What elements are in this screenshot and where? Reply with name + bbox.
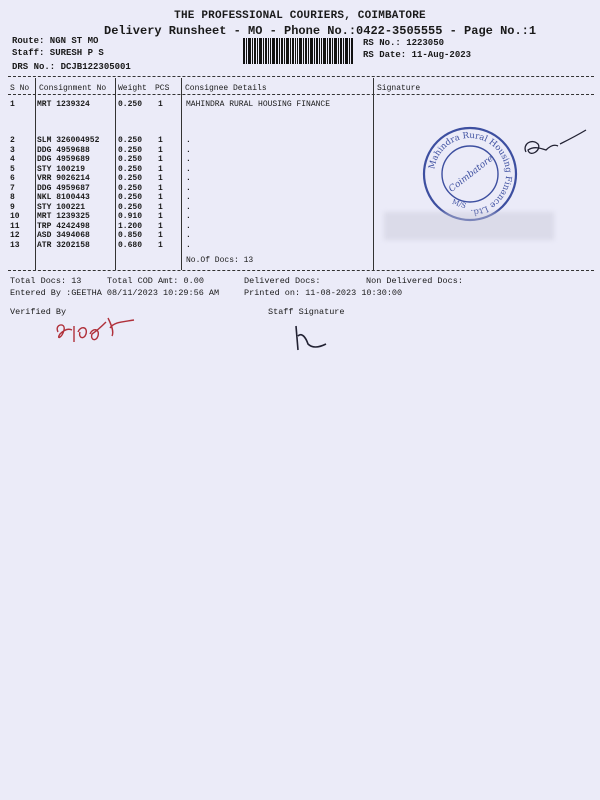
row-consignment-no: TRP 4242498 (37, 221, 90, 231)
non-delivered-docs: Non Delivered Docs: (366, 276, 463, 286)
row-pcs: 1 (158, 174, 163, 183)
row-pcs: 1 (158, 164, 163, 174)
row-consignment-no: MRT 1239325 (37, 212, 90, 221)
row-pcs: 1 (158, 212, 163, 221)
row-sno: 5 (10, 164, 15, 174)
col-header-signature: Signature (377, 84, 421, 93)
row-consignee: . (186, 202, 191, 212)
row-weight: 0.250 (118, 174, 143, 183)
row-weight: 0.250 (118, 136, 143, 145)
row-consignee: . (186, 240, 191, 250)
receiver-signature (520, 126, 590, 166)
row-sno: 13 (10, 240, 20, 250)
table-header-rule (8, 94, 594, 95)
row-pcs: 1 (158, 193, 163, 202)
col-header-weight: Weight (118, 84, 147, 93)
col-divider (181, 78, 182, 270)
staff-label: Staff: SURESH P S (12, 48, 104, 58)
drs-number: DRS No.: DCJB122305001 (12, 62, 131, 72)
row-weight: 0.250 (118, 183, 143, 193)
row-consignee: . (186, 145, 191, 155)
row-pcs: 1 (158, 145, 163, 155)
stamp-bottom-text: M/S (450, 197, 468, 211)
row-pcs: 1 (158, 183, 163, 193)
row-sno: 2 (10, 136, 15, 145)
row-consignee: . (186, 174, 191, 183)
row-pcs: 1 (158, 221, 163, 231)
col-divider (35, 78, 36, 270)
row-sno: 6 (10, 174, 15, 183)
verifier-signature (52, 312, 142, 348)
row-consignee: MAHINDRA RURAL HOUSING FINANCE (186, 100, 331, 109)
row-sno: 8 (10, 193, 15, 202)
row-weight: 0.680 (118, 240, 143, 250)
verified-by-label: Verified By (10, 307, 67, 317)
printed-on: Printed on: 11-08-2023 10:30:00 (244, 288, 403, 298)
row-consignment-no: NKL 8100443 (37, 193, 90, 202)
row-pcs: 1 (158, 155, 163, 164)
table-top-rule (8, 76, 594, 77)
smudge (384, 212, 554, 240)
rs-number: RS No.: 1223050 (363, 38, 445, 48)
row-pcs: 1 (158, 100, 163, 109)
row-consignee: . (186, 231, 191, 240)
row-consignment-no: STY 100221 (37, 202, 86, 212)
barcode (243, 38, 353, 64)
row-consignee: . (186, 155, 191, 164)
row-consignee: . (186, 136, 191, 145)
row-pcs: 1 (158, 231, 163, 240)
row-consignment-no: DDG 4959687 (37, 183, 90, 193)
row-consignment-no: VRR 9026214 (37, 174, 90, 183)
row-sno: 12 (10, 231, 20, 240)
row-consignee: . (186, 164, 191, 174)
col-header-consignment: Consignment No (39, 84, 107, 93)
stamp-center-text: Coimbatore (447, 153, 496, 195)
row-sno: 3 (10, 145, 15, 155)
row-consignee: . (186, 183, 191, 193)
row-consignment-no: DDG 4959688 (37, 145, 90, 155)
company-stamp (422, 126, 518, 222)
row-sno: 4 (10, 155, 15, 164)
row-sno: 10 (10, 212, 20, 221)
row-consignment-no: MRT 1239324 (37, 100, 90, 109)
row-weight: 0.850 (118, 231, 143, 240)
row-consignment-no: SLM 326004952 (37, 136, 100, 145)
row-consignee: . (186, 221, 191, 231)
staff-signature-label: Staff Signature (268, 307, 345, 317)
col-header-sno: S No (10, 84, 30, 93)
row-weight: 0.250 (118, 202, 143, 212)
entered-by: Entered By :GEETHA 08/11/2023 10:29:56 AM (10, 288, 220, 298)
runsheet-title: Delivery Runsheet - MO - Phone No.:0422-3505555 - Page No.:1 (104, 24, 537, 38)
row-weight: 0.250 (118, 155, 143, 164)
row-pcs: 1 (158, 202, 163, 212)
total-docs: Total Docs: 13 (10, 276, 82, 286)
staff-signature-mark (290, 322, 330, 352)
col-divider (373, 78, 374, 270)
row-consignment-no: DDG 4959689 (37, 155, 90, 164)
row-consignment-no: ATR 3202158 (37, 240, 90, 250)
route-label: Route: NGN ST MO (12, 36, 99, 46)
col-divider (115, 78, 116, 270)
row-consignment-no: ASD 3494068 (37, 231, 90, 240)
row-sno: 7 (10, 183, 15, 193)
company-name: THE PROFESSIONAL COURIERS, COIMBATORE (174, 10, 426, 22)
row-consignment-no: STY 100219 (37, 164, 86, 174)
col-header-consignee: Consignee Details (185, 84, 267, 93)
delivered-docs: Delivered Docs: (244, 276, 321, 286)
docs-count: No.Of Docs: 13 (186, 256, 254, 265)
row-consignee: . (186, 193, 191, 202)
row-weight: 0.910 (118, 212, 143, 221)
row-weight: 1.200 (118, 221, 143, 231)
row-sno: 9 (10, 202, 15, 212)
row-sno: 1 (10, 100, 15, 109)
row-sno: 11 (10, 221, 20, 231)
rs-date: RS Date: 11-Aug-2023 (363, 50, 472, 60)
row-weight: 0.250 (118, 164, 143, 174)
row-pcs: 1 (158, 240, 163, 250)
col-header-pcs: PCS (155, 84, 170, 93)
row-weight: 0.250 (118, 193, 143, 202)
table-bottom-rule (8, 270, 594, 271)
stamp-ring-text: Mahindra Rural Housing Finance Ltd. (427, 130, 514, 218)
row-pcs: 1 (158, 136, 163, 145)
row-weight: 0.250 (118, 145, 143, 155)
row-consignee: . (186, 212, 191, 221)
total-cod: Total COD Amt: 0.00 (107, 276, 204, 286)
row-weight: 0.250 (118, 100, 143, 109)
